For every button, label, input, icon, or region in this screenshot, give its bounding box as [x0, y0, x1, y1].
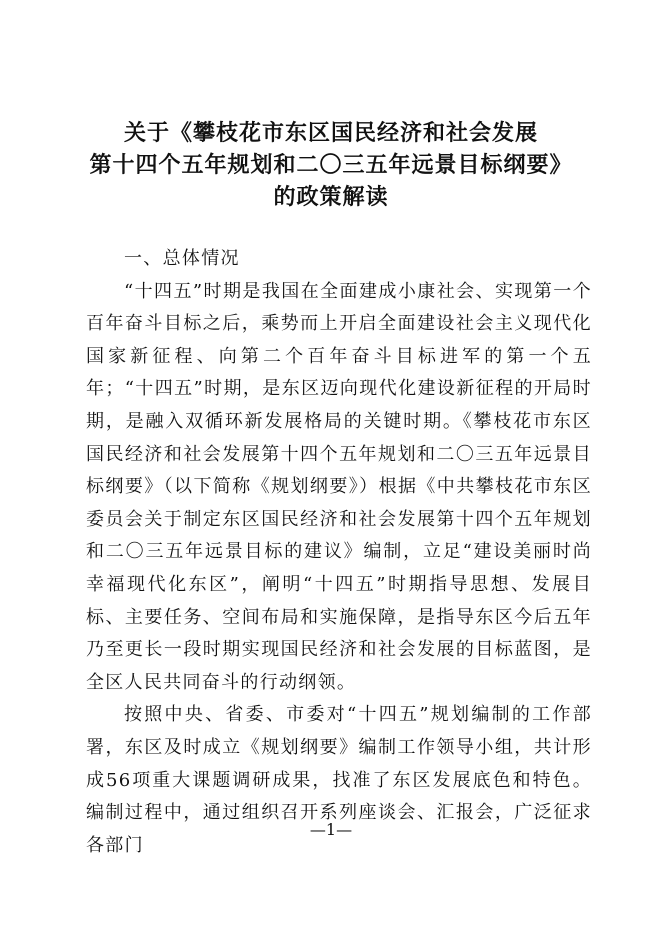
paragraph-overview: “十四五”时期是我国在全面建成小康社会、实现第一个百年奋斗目标之后，乘势而上开启全面建设社会主义现代化国家新征程、向第二个百年奋斗目标进军的第一个五年；“十四五”时期，是东区迈向现代化建设新征程的开局时期，是融入双循环新发展格局的关键时期。《攀枝花市东区国民经济和社会发展第十四个五年规划和二〇三五年远景目标纲要》（以下简称《规划纲要》）根据《中共攀枝花市东区委员会关于制定东区国民经济和社会发展第十四个五年规划和二〇三五年远景目标的建议》编制，立足“建设美丽时尚幸福现代化东区”，阐明“十四五”时期指导思想、发展目标、主要任务、空间布局和实施保障，是指导东区今后五年乃至更长一段时期实现国民经济和社会发展的目标蓝图，是全区人民共同奋斗的行动纲领。	[86, 280, 592, 693]
title-line-3: 的政策解读	[273, 184, 389, 210]
title-line-1: 关于《攀枝花市东区国民经济和社会发展	[123, 120, 538, 146]
page-number: —1—	[309, 820, 353, 839]
document-title	[0, 117, 662, 213]
document-body	[86, 243, 592, 862]
paragraph-process: 按照中央、省委、市委对“十四五”规划编制的工作部署，东区及时成立《规划纲要》编制工作领导小组，共计形成56项重大课题调研成果，找准了东区发展底色和特色。编制过程中，通过组织召开系列座谈会、汇报会，广泛征求各部门	[86, 704, 592, 856]
section-heading: 一、总体情况	[124, 248, 240, 269]
title-line-2: 第十四个五年规划和二〇三五年远景目标纲要》	[89, 152, 573, 178]
